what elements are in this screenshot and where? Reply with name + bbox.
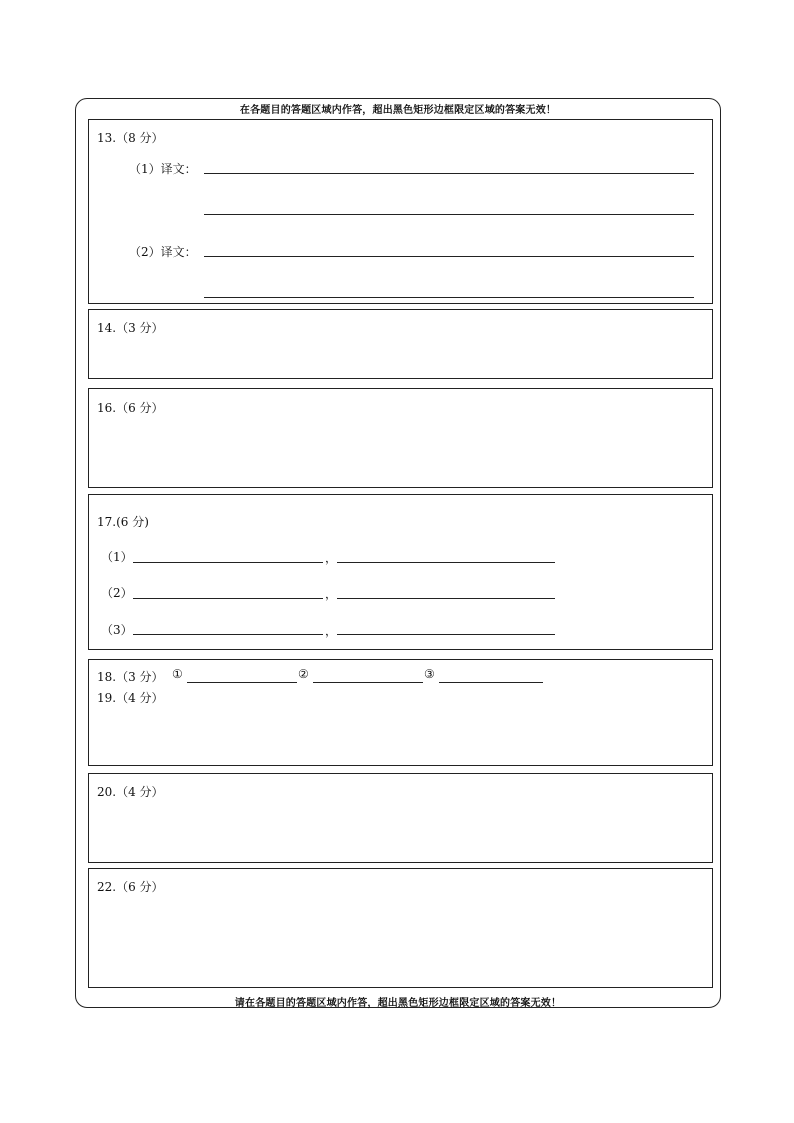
question-18-19-box[interactable] [88, 659, 713, 766]
q17-item-3-blank-b[interactable] [337, 634, 555, 635]
question-16-label: 16.（6 分） [97, 401, 164, 415]
q17-item-2-comma: ， [325, 587, 338, 601]
q13-sub1-label: （1）译文： [129, 162, 197, 176]
q17-item-2-label: （2） [101, 586, 133, 600]
q17-item-2-blank-a[interactable] [133, 598, 323, 599]
question-19-label: 19.（4 分） [97, 691, 164, 705]
question-20-label: 20.（4 分） [97, 785, 164, 799]
q18-blank-1[interactable] [187, 682, 297, 683]
q18-mark-1: ① [172, 667, 183, 681]
q13-sub2-line-1[interactable] [204, 256, 694, 257]
question-18-label: 18.（3 分） [97, 670, 164, 684]
q18-blank-3[interactable] [439, 682, 543, 683]
q13-sub1-line-2[interactable] [204, 214, 694, 215]
question-14-box[interactable] [88, 309, 713, 379]
question-13-box[interactable] [88, 119, 713, 304]
question-17-label: 17.(6 分) [97, 515, 149, 529]
question-22-box[interactable] [88, 868, 713, 988]
question-20-box[interactable] [88, 773, 713, 863]
question-17-box[interactable] [88, 494, 713, 650]
q17-item-1-label: （1） [101, 550, 133, 564]
q18-blank-2[interactable] [313, 682, 423, 683]
question-16-box[interactable] [88, 388, 713, 488]
q18-mark-3: ③ [424, 667, 435, 681]
q13-sub2-label: （2）译文： [129, 245, 197, 259]
q17-item-3-label: （3） [101, 623, 133, 637]
q17-item-3-blank-a[interactable] [133, 634, 323, 635]
bottom-notice: 请在各题目的答题区域内作答，超出黑色矩形边框限定区域的答案无效！ [234, 998, 562, 1009]
q13-sub1-line-1[interactable] [204, 173, 694, 174]
q17-item-3-comma: ， [325, 624, 338, 638]
q17-item-1-blank-a[interactable] [133, 562, 323, 563]
q13-sub2-line-2[interactable] [204, 297, 694, 298]
question-13-label: 13.（8 分） [97, 131, 164, 145]
q18-mark-2: ② [298, 667, 309, 681]
question-14-label: 14.（3 分） [97, 321, 164, 335]
question-22-label: 22.（6 分） [97, 880, 164, 894]
q17-item-2-blank-b[interactable] [337, 598, 555, 599]
top-notice: 在各题目的答题区域内作答，超出黑色矩形边框限定区域的答案无效！ [239, 105, 557, 116]
q17-item-1-blank-b[interactable] [337, 562, 555, 563]
q17-item-1-comma: ， [325, 551, 338, 565]
